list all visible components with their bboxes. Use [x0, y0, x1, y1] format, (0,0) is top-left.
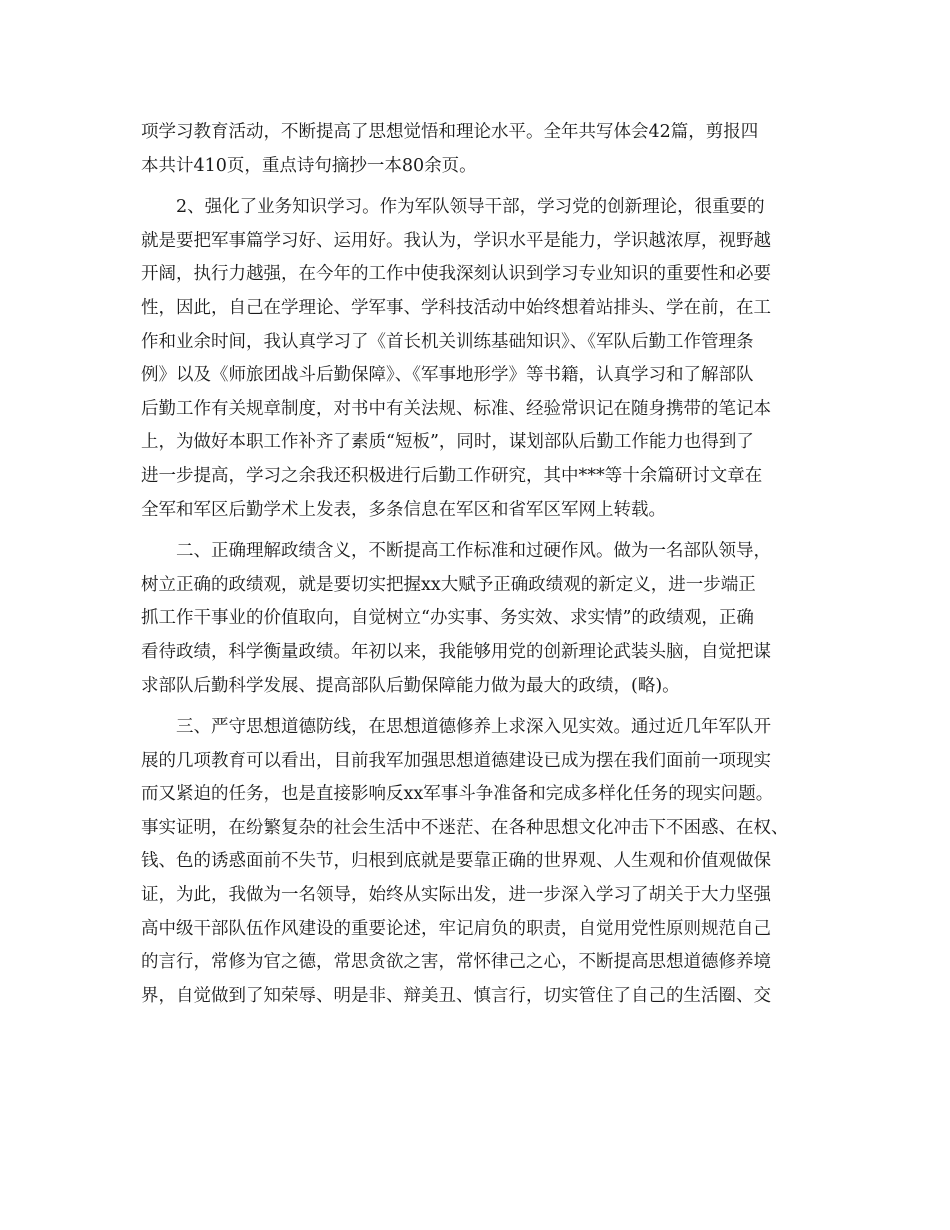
text-line: 性，因此，自己在学理论、学军事、学科技活动中始终想着站排头、学在前，在工 [141, 297, 771, 318]
text-line: 三、严守思想道德防线，在思想道德修养上求深入见实效。通过近几年军队开 [141, 717, 771, 738]
paragraph-moral-defense [141, 711, 821, 1013]
text-line: 2、强化了业务知识学习。作为军队领导干部，学习党的创新理论，很重要的 [141, 197, 765, 218]
text-line: 就是要把军事篇学习好、运用好。我认为，学识水平是能力，学识越浓厚，视野越 [141, 230, 771, 251]
text-line: 抓工作干事业的价值取向，自觉树立“办实事、务实效、求实情”的政绩观，正确 [141, 608, 754, 629]
text-line: 看待政绩，科学衡量政绩。年初以来，我能够用党的创新理论武装头脑，自觉把谋 [141, 641, 771, 662]
text-line: 后勤工作有关规章制度，对书中有关法规、标准、经验常识记在随身携带的笔记本 [141, 398, 771, 419]
text-line: 二、正确理解政绩含义，不断提高工作标准和过硬作风。做为一名部队领导， [141, 541, 771, 562]
text-line: 高中级干部队伍作风建设的重要论述，牢记肩负的职责，自觉用党性原则规范自己 [141, 918, 771, 939]
text-line: 证，为此，我做为一名领导，始终从实际出发，进一步深入学习了胡关于大力坚强 [141, 885, 771, 906]
paragraph-professional-knowledge [141, 191, 821, 527]
text-line: 钱、色的诱惑面前不失节，归根到底就是要靠正确的世界观、人生观和价值观做保 [141, 851, 771, 872]
text-line: 例》以及《师旅团战斗后勤保障》、《军事地形学》等书籍，认真学习和了解部队 [141, 365, 754, 386]
document-body [141, 116, 821, 1013]
text-line: 求部队后勤科学发展、提高部队后勤保障能力做为最大的政绩，(略)。 [141, 675, 680, 696]
text-line: 而又紧迫的任务，也是直接影响反xx军事斗争准备和完成多样化任务的现实问题。 [141, 784, 774, 805]
paragraph-study-activities [141, 116, 821, 183]
text-line: 本共计410页，重点诗句摘抄一本80余页。 [141, 155, 477, 176]
text-line: 的言行，常修为官之德，常思贪欲之害，常怀律己之心，不断提高思想道德修养境 [141, 952, 771, 973]
text-line: 展的几项教育可以看出，目前我军加强思想道德建设已成为摆在我们面前一项现实 [141, 750, 771, 771]
text-line: 上，为做好本职工作补齐了素质“短板”，同时，谋划部队后勤工作能力也得到了 [141, 432, 754, 453]
text-line: 界，自觉做到了知荣辱、明是非、辩美丑、慎言行，切实管住了自己的生活圈、交 [141, 985, 771, 1006]
text-line: 事实证明，在纷繁复杂的社会生活中不迷茫、在各种思想文化冲击下不困惑、在权、 [141, 817, 789, 838]
text-line: 进一步提高，学习之余我还积极进行后勤工作研究，其中***等十余篇研讨文章在 [141, 465, 763, 486]
text-line: 作和业余时间，我认真学习了《首长机关训练基础知识》、《军队后勤工作管理条 [141, 331, 754, 352]
paragraph-achievement-view [141, 535, 821, 703]
text-line: 开阔，执行力越强，在今年的工作中使我深刻认识到学习专业知识的重要性和必要 [141, 264, 771, 285]
text-line: 树立正确的政绩观，就是要切实把握xx大赋予正确政绩观的新定义，进一步端正 [141, 574, 756, 595]
text-line: 全军和军区后勤学术上发表，多条信息在军区和省军区军网上转载。 [141, 499, 666, 520]
text-line: 项学习教育活动，不断提高了思想觉悟和理论水平。全年共写体会42篇，剪报四 [141, 122, 759, 142]
